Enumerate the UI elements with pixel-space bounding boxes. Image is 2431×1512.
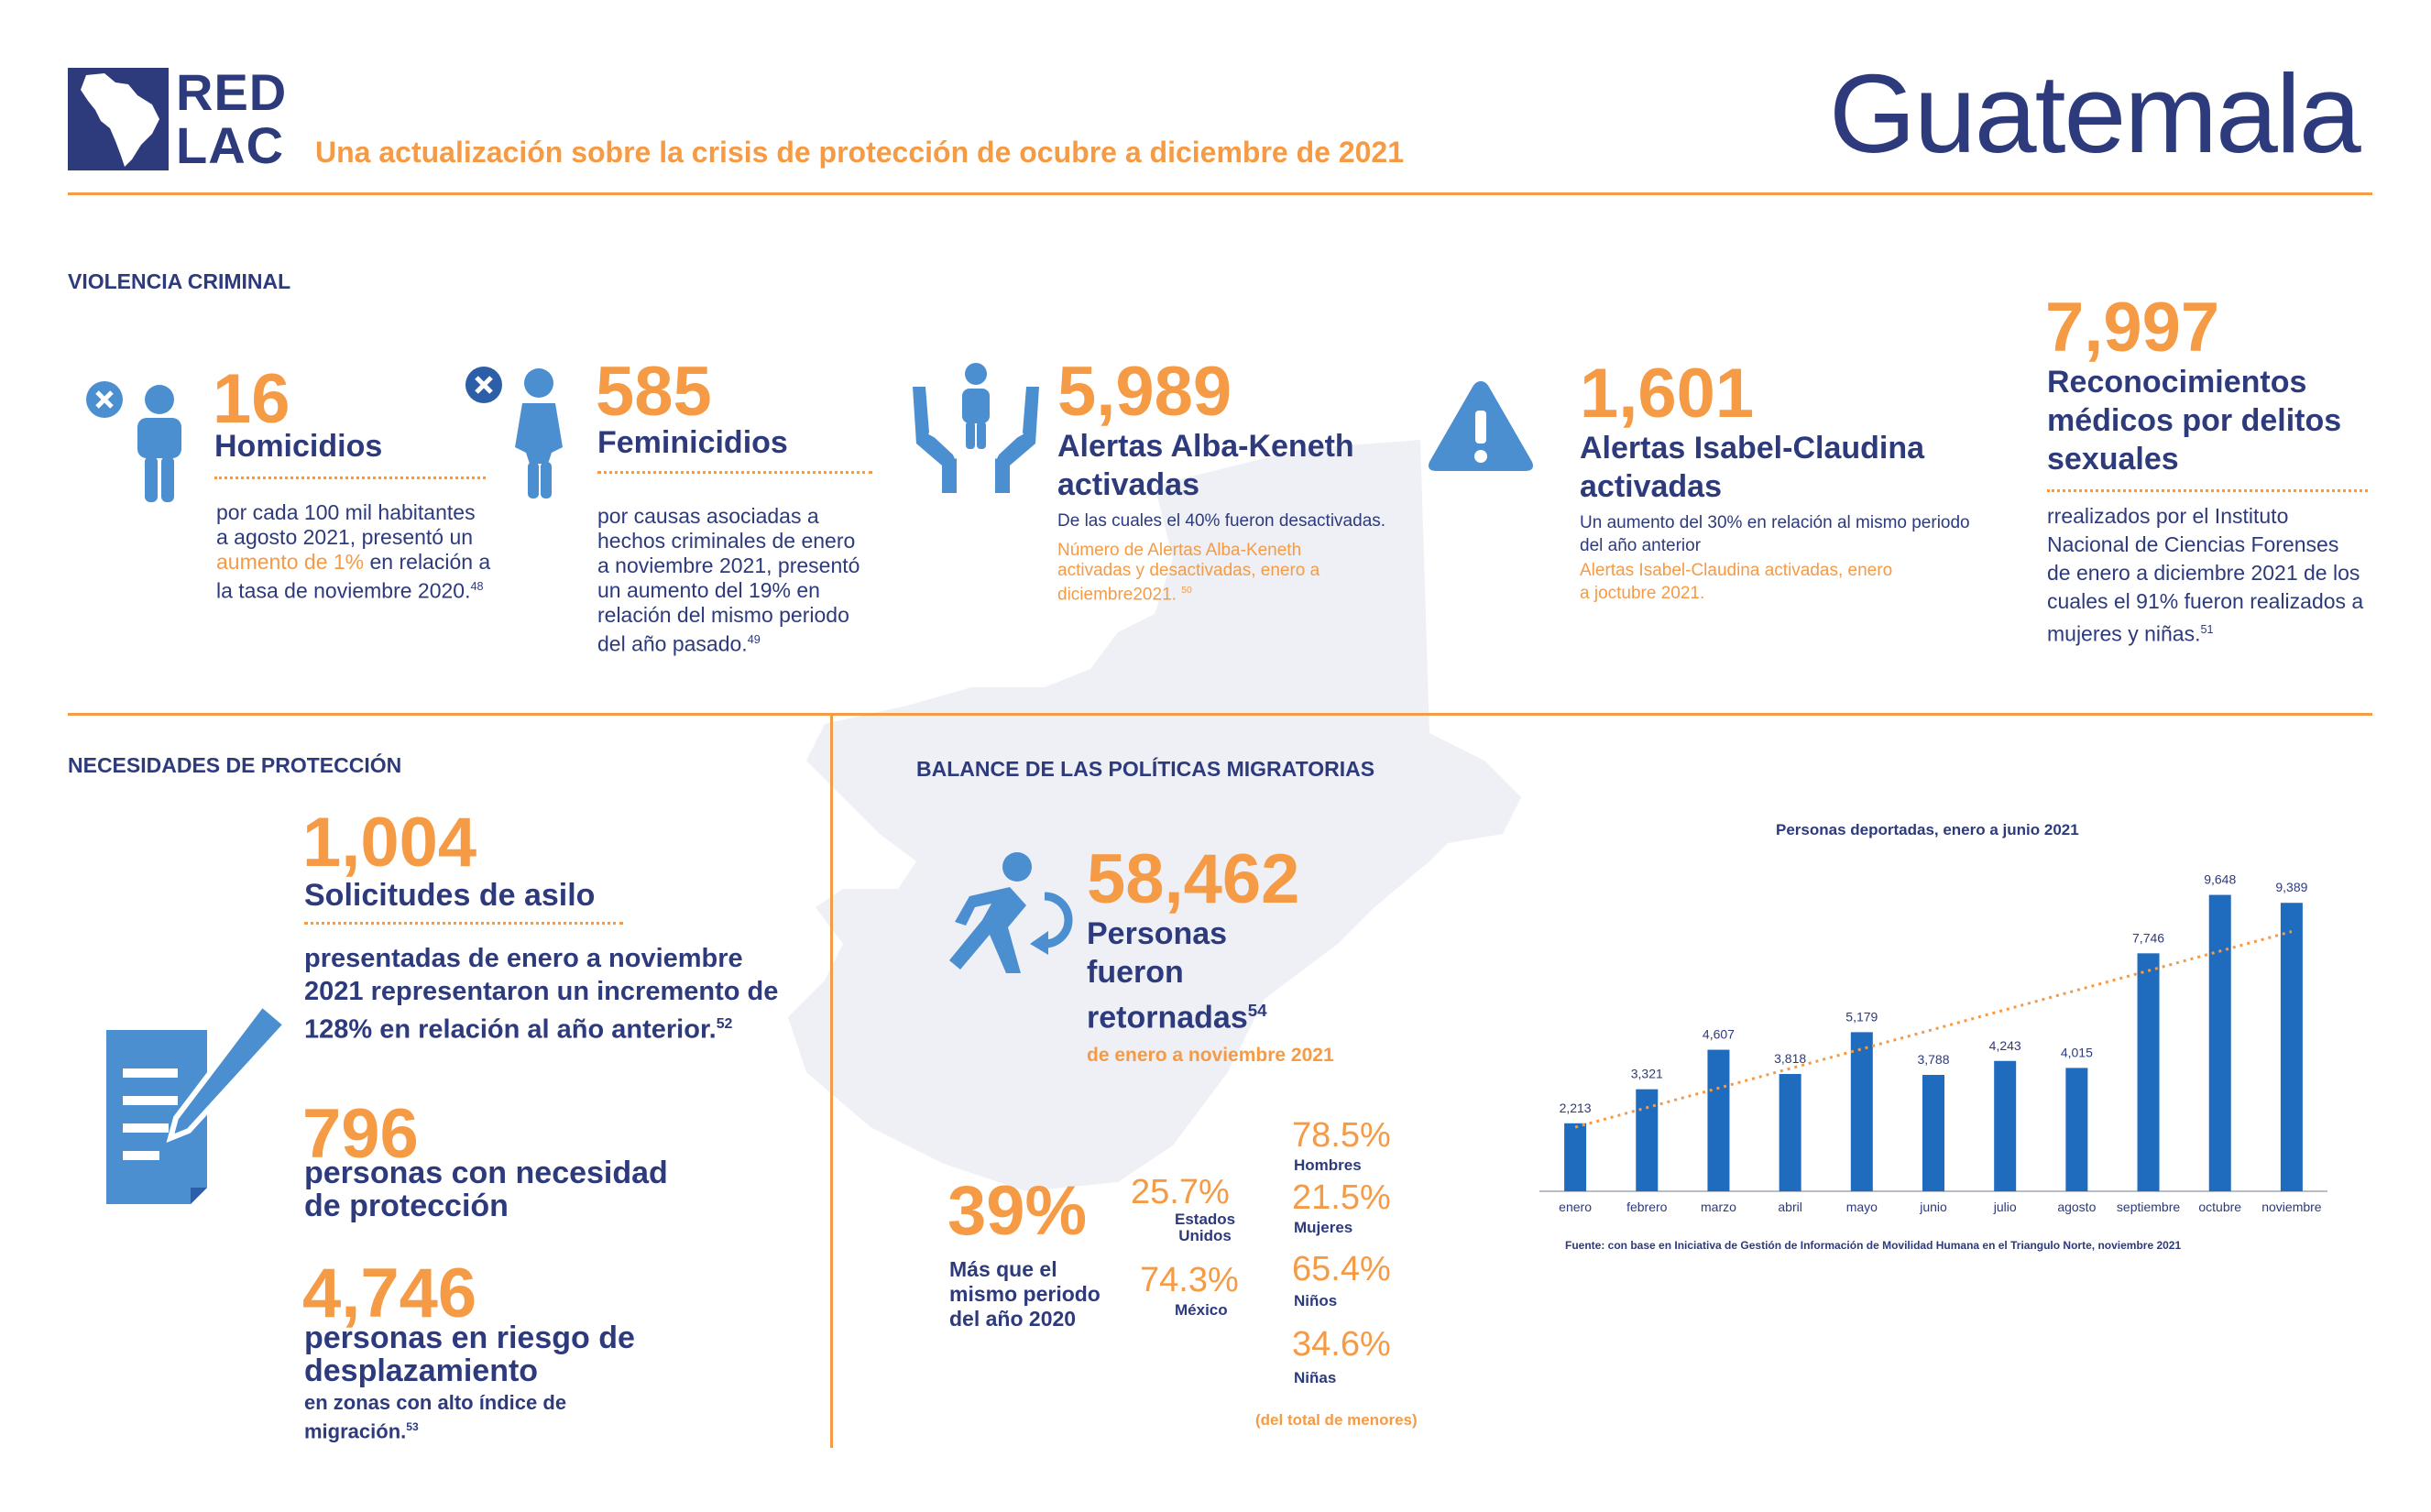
column-divider [830, 715, 833, 1448]
alba-keneth-number: 5,989 [1057, 353, 1232, 431]
alba-keneth-text: De las cuales el 40% fueron desactivadas. [1057, 511, 1386, 531]
ninas-label: Niñas [1294, 1369, 1337, 1386]
value-label-junio: 3,788 [1917, 1052, 1950, 1068]
tick-label-octubre: octubre [2198, 1200, 2242, 1214]
isabel-claudina-label: Alertas Isabel-Claudina activadas [1580, 431, 1925, 504]
feminicidios-divider [597, 471, 872, 474]
reconocimientos-divider [2047, 489, 2368, 492]
feminicidios-number: 585 [596, 353, 712, 431]
mex-pct: 74.3% [1140, 1261, 1239, 1299]
asilo-number: 1,004 [302, 804, 477, 882]
alba-keneth-note: Número de Alertas Alba-Keneth activadas y desactivadas, enero a diciembre2021. $^{50}$ [1057, 541, 1320, 605]
value-label-abril: 3,818 [1774, 1051, 1807, 1067]
value-label-septiembre: 7,746 [2132, 930, 2165, 946]
menores-note: (del total de menores) [1255, 1411, 1418, 1429]
homicidios-divider [214, 477, 486, 479]
ninas-pct: 34.6% [1292, 1325, 1391, 1364]
homicidios-number: 16 [213, 360, 290, 438]
bar-agosto [2065, 1068, 2087, 1191]
usa-pct: 25.7% [1131, 1173, 1230, 1211]
warning-icon [1426, 378, 1536, 475]
person-x-icon [81, 376, 200, 504]
hombres-pct: 78.5% [1292, 1116, 1391, 1155]
isabel-claudina-number: 1,601 [1580, 355, 1755, 433]
tick-label-septiembre: septiembre [2116, 1200, 2181, 1214]
bar-septiembre [2138, 953, 2160, 1191]
proteccion-label: personas con necesidad de protección [304, 1156, 668, 1223]
bar-junio [1922, 1075, 1944, 1191]
document-pen-icon [106, 1004, 290, 1206]
section-title-necesidades: NECESIDADES DE PROTECCIÓN [68, 753, 402, 777]
usa-label: Estados Unidos [1175, 1211, 1236, 1244]
bar-noviembre [2281, 903, 2303, 1191]
header-divider [68, 192, 2372, 195]
tick-label-julio: julio [1993, 1200, 2017, 1214]
retornadas-label: Personas fueron retornadas$^{54}$ [1087, 916, 1267, 1035]
bar-octubre [2209, 895, 2231, 1191]
homicidios-label: Homicidios [214, 429, 383, 464]
proteccion-number: 796 [302, 1095, 419, 1173]
homicidios-text: por cada 100 mil habitantes a agosto 2021, presentó un aumento de 1% en relación a la tasa de noviembre 2020.48 [216, 500, 491, 603]
tick-label-noviembre: noviembre [2261, 1200, 2322, 1214]
value-label-enero: 2,213 [1559, 1100, 1592, 1115]
value-label-noviembre: 9,389 [2275, 880, 2308, 895]
bar-julio [1994, 1061, 2016, 1191]
tick-label-marzo: marzo [1701, 1200, 1736, 1214]
chart-title: Personas deportadas, enero a junio 2021 [1776, 821, 2079, 838]
riesgo-text: en zonas con alto índice de migración.$^{53}$ [304, 1391, 567, 1443]
value-label-mayo: 5,179 [1845, 1009, 1878, 1024]
ninos-label: Niños [1294, 1292, 1338, 1309]
feminicidios-text: por causas asociadas a hechos criminales de enero a noviembre 2021, presentó un aumento del 19% en relación del mismo periodo del año pasado.$^{49}$ [597, 504, 860, 656]
retornadas-period: de enero a noviembre 2021 [1087, 1045, 1334, 1066]
ninos-pct: 65.4% [1292, 1250, 1391, 1288]
tick-label-enero: enero [1559, 1200, 1592, 1214]
logo-text-lac: LAC [176, 116, 285, 174]
pct-more-number: 39% [947, 1172, 1088, 1250]
hands-child-icon [907, 359, 1045, 497]
reconocimientos-label: Reconocimientos médicos por delitos sexuales [2047, 365, 2342, 477]
asilo-label: Solicitudes de asilo [304, 878, 596, 913]
value-label-febrero: 3,321 [1630, 1066, 1663, 1081]
riesgo-number: 4,746 [302, 1255, 477, 1332]
section-title-migratorias: BALANCE DE LAS POLÍTICAS MIGRATORIAS [916, 757, 1375, 781]
reconocimientos-text: rrealizados por el Instituto Nacional de Ciencias Forenses de enero a diciembre 2021 de los cuales el 91% fueron realizados a mujeres y niñas.$^{51}$ [2047, 504, 2364, 646]
bar-enero [1564, 1123, 1586, 1191]
mujeres-pct: 21.5% [1292, 1178, 1391, 1217]
bar-marzo [1707, 1050, 1729, 1191]
country-title: Guatemala [1829, 51, 2360, 176]
value-label-marzo: 4,607 [1702, 1026, 1735, 1042]
latin-america-map-icon [68, 68, 169, 170]
homicidios-highlight: aumento de 1% [216, 550, 365, 574]
riesgo-label: personas en riesgo de desplazamiento [304, 1320, 635, 1388]
section-divider [68, 713, 2372, 716]
header-subtitle: Una actualización sobre la crisis de protección de ocubre a diciembre de 2021 [315, 136, 1404, 169]
bar-abril [1779, 1074, 1801, 1191]
value-label-julio: 4,243 [1988, 1037, 2021, 1053]
reconocimientos-number: 7,997 [2045, 289, 2220, 367]
alba-keneth-label: Alertas Alba-Keneth activadas [1057, 429, 1354, 502]
tick-label-agosto: agosto [2057, 1200, 2097, 1214]
tick-label-febrero: febrero [1626, 1200, 1668, 1214]
asilo-text: presentadas de enero a noviembre 2021 representaron un incremento de 128% en relación al año anterior.$^{52}$ [304, 944, 779, 1045]
returning-person-icon [942, 850, 1079, 979]
retornadas-number: 58,462 [1087, 840, 1300, 918]
value-label-octubre: 9,648 [2204, 871, 2237, 887]
isabel-claudina-note: Alertas Isabel-Claudina activadas, enero a joctubre 2021. [1580, 561, 1893, 603]
tick-label-junio: junio [1920, 1200, 1947, 1214]
chart-source: Fuente: con base en Iniciativa de Gestión de Información de Movilidad Humana en el Triangulo Norte, noviembre 2021 [1565, 1239, 2182, 1252]
deportations-bar-chart [1521, 825, 2346, 1228]
asilo-divider [304, 922, 623, 925]
feminicidios-label: Feminicidios [597, 425, 788, 460]
section-title-violencia: VIOLENCIA CRIMINAL [68, 269, 291, 293]
tick-label-abril: abril [1778, 1200, 1802, 1214]
mex-label: México [1175, 1301, 1228, 1319]
tick-label-mayo: mayo [1845, 1200, 1878, 1214]
hombres-label: Hombres [1294, 1156, 1362, 1174]
isabel-claudina-text: Un aumento del 30% en relación al mismo periodo del año anterior [1580, 513, 1970, 555]
pct-more-text: Más que el mismo periodo del año 2020 [949, 1257, 1101, 1331]
bar-mayo [1851, 1032, 1873, 1191]
woman-x-icon [460, 363, 579, 500]
value-label-agosto: 4,015 [2060, 1045, 2093, 1060]
logo-text-red: RED [176, 63, 288, 121]
mujeres-label: Mujeres [1294, 1219, 1353, 1236]
redlac-logo [68, 63, 288, 174]
